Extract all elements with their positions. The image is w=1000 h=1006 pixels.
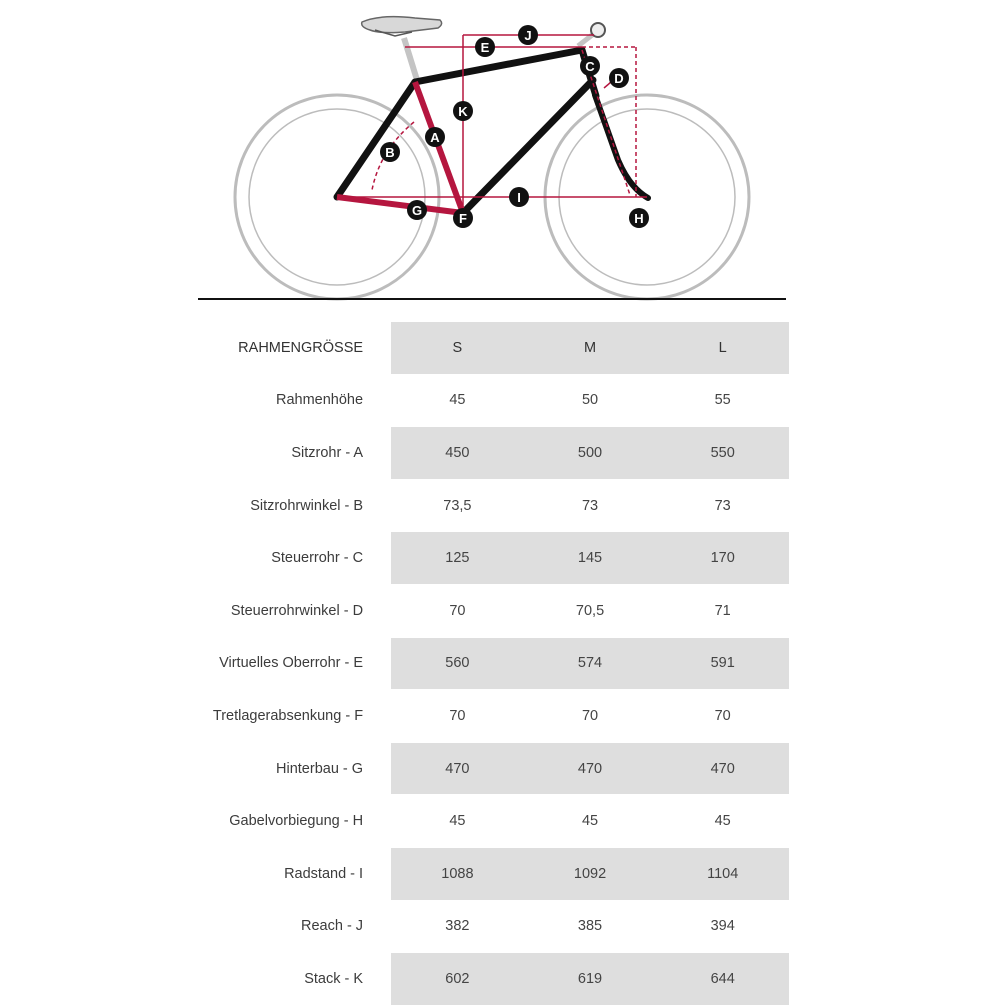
row-value: 644	[656, 953, 789, 1006]
label-e-badge	[475, 37, 495, 57]
row-value: 619	[524, 953, 657, 1006]
row-value: 125	[391, 532, 524, 585]
label-h-badge	[629, 208, 649, 228]
table-row	[196, 427, 789, 480]
row-value: 602	[391, 953, 524, 1006]
row-value: 170	[656, 532, 789, 585]
table-body	[196, 374, 789, 1005]
row-value: 500	[524, 427, 657, 480]
fork	[595, 95, 648, 198]
label-a-badge	[425, 127, 445, 147]
row-value: 70	[391, 690, 524, 743]
table-row	[196, 847, 789, 900]
row-label: Tretlagerabsenkung - F	[196, 690, 391, 743]
label-b-badge	[380, 142, 400, 162]
frame-size-header: RAHMENGRÖSSE	[196, 322, 391, 374]
seatpost	[404, 38, 417, 80]
table-row	[196, 742, 789, 795]
label-f-badge	[453, 208, 473, 228]
svg-text:F: F	[459, 211, 467, 226]
row-label: Hinterbau - G	[196, 742, 391, 795]
table-row	[196, 690, 789, 743]
svg-text:I: I	[517, 190, 521, 205]
table-row	[196, 584, 789, 637]
bike-frame	[337, 50, 596, 213]
row-value: 55	[656, 374, 789, 427]
row-value: 145	[524, 532, 657, 585]
row-value: 45	[391, 374, 524, 427]
row-value: 45	[656, 795, 789, 848]
svg-text:C: C	[585, 59, 595, 74]
row-value: 470	[391, 742, 524, 795]
svg-text:E: E	[480, 40, 490, 55]
size-l-header: L	[656, 322, 789, 374]
row-value: 1088	[391, 847, 524, 900]
label-i-badge	[509, 187, 529, 207]
row-label: Gabelvorbiegung - H	[196, 795, 391, 848]
svg-text:H: H	[634, 211, 644, 226]
saddle	[362, 17, 442, 33]
row-value: 470	[524, 742, 657, 795]
table-row	[196, 795, 789, 848]
table-row	[196, 953, 789, 1006]
row-value: 70	[391, 584, 524, 637]
row-label: Radstand - I	[196, 847, 391, 900]
row-value: 70	[656, 690, 789, 743]
svg-text:G: G	[411, 203, 423, 218]
table-row	[196, 479, 789, 532]
table-row	[196, 900, 789, 953]
label-d-badge	[609, 68, 629, 88]
size-s-header: S	[391, 322, 524, 374]
row-label: Stack - K	[196, 953, 391, 1006]
row-value: 382	[391, 900, 524, 953]
svg-text:K: K	[458, 104, 468, 119]
row-label: Sitzrohr - A	[196, 427, 391, 480]
table-row	[196, 532, 789, 585]
geometry-table	[196, 322, 789, 1006]
row-value: 574	[524, 637, 657, 690]
row-value: 73	[524, 479, 657, 532]
row-value: 1092	[524, 847, 657, 900]
row-value: 73,5	[391, 479, 524, 532]
row-value: 45	[391, 795, 524, 848]
svg-text:D: D	[614, 71, 624, 86]
row-label: Steuerrohrwinkel - D	[196, 584, 391, 637]
row-value: 70	[524, 690, 657, 743]
row-value: 385	[524, 900, 657, 953]
label-c-badge	[580, 56, 600, 76]
row-value: 45	[524, 795, 657, 848]
bike-geometry-diagram	[0, 0, 1000, 310]
row-label: Steuerrohr - C	[196, 532, 391, 585]
row-value: 591	[656, 637, 789, 690]
label-k-badge	[453, 101, 473, 121]
row-value: 73	[656, 479, 789, 532]
row-label: Virtuelles Oberrohr - E	[196, 637, 391, 690]
row-label: Rahmenhöhe	[196, 374, 391, 427]
label-g-badge	[407, 200, 427, 220]
row-value: 450	[391, 427, 524, 480]
svg-text:A: A	[430, 130, 440, 145]
size-m-header: M	[524, 322, 657, 374]
row-value: 550	[656, 427, 789, 480]
row-value: 71	[656, 584, 789, 637]
svg-text:J: J	[524, 28, 532, 43]
table-header-row	[196, 322, 789, 374]
row-value: 560	[391, 637, 524, 690]
row-label: Reach - J	[196, 900, 391, 953]
row-value: 470	[656, 742, 789, 795]
svg-text:B: B	[385, 145, 395, 160]
row-value: 394	[656, 900, 789, 953]
label-j-badge	[518, 25, 538, 45]
row-label: Sitzrohrwinkel - B	[196, 479, 391, 532]
row-value: 50	[524, 374, 657, 427]
row-value: 1104	[656, 847, 789, 900]
table-row	[196, 374, 789, 427]
table-row	[196, 637, 789, 690]
row-value: 70,5	[524, 584, 657, 637]
